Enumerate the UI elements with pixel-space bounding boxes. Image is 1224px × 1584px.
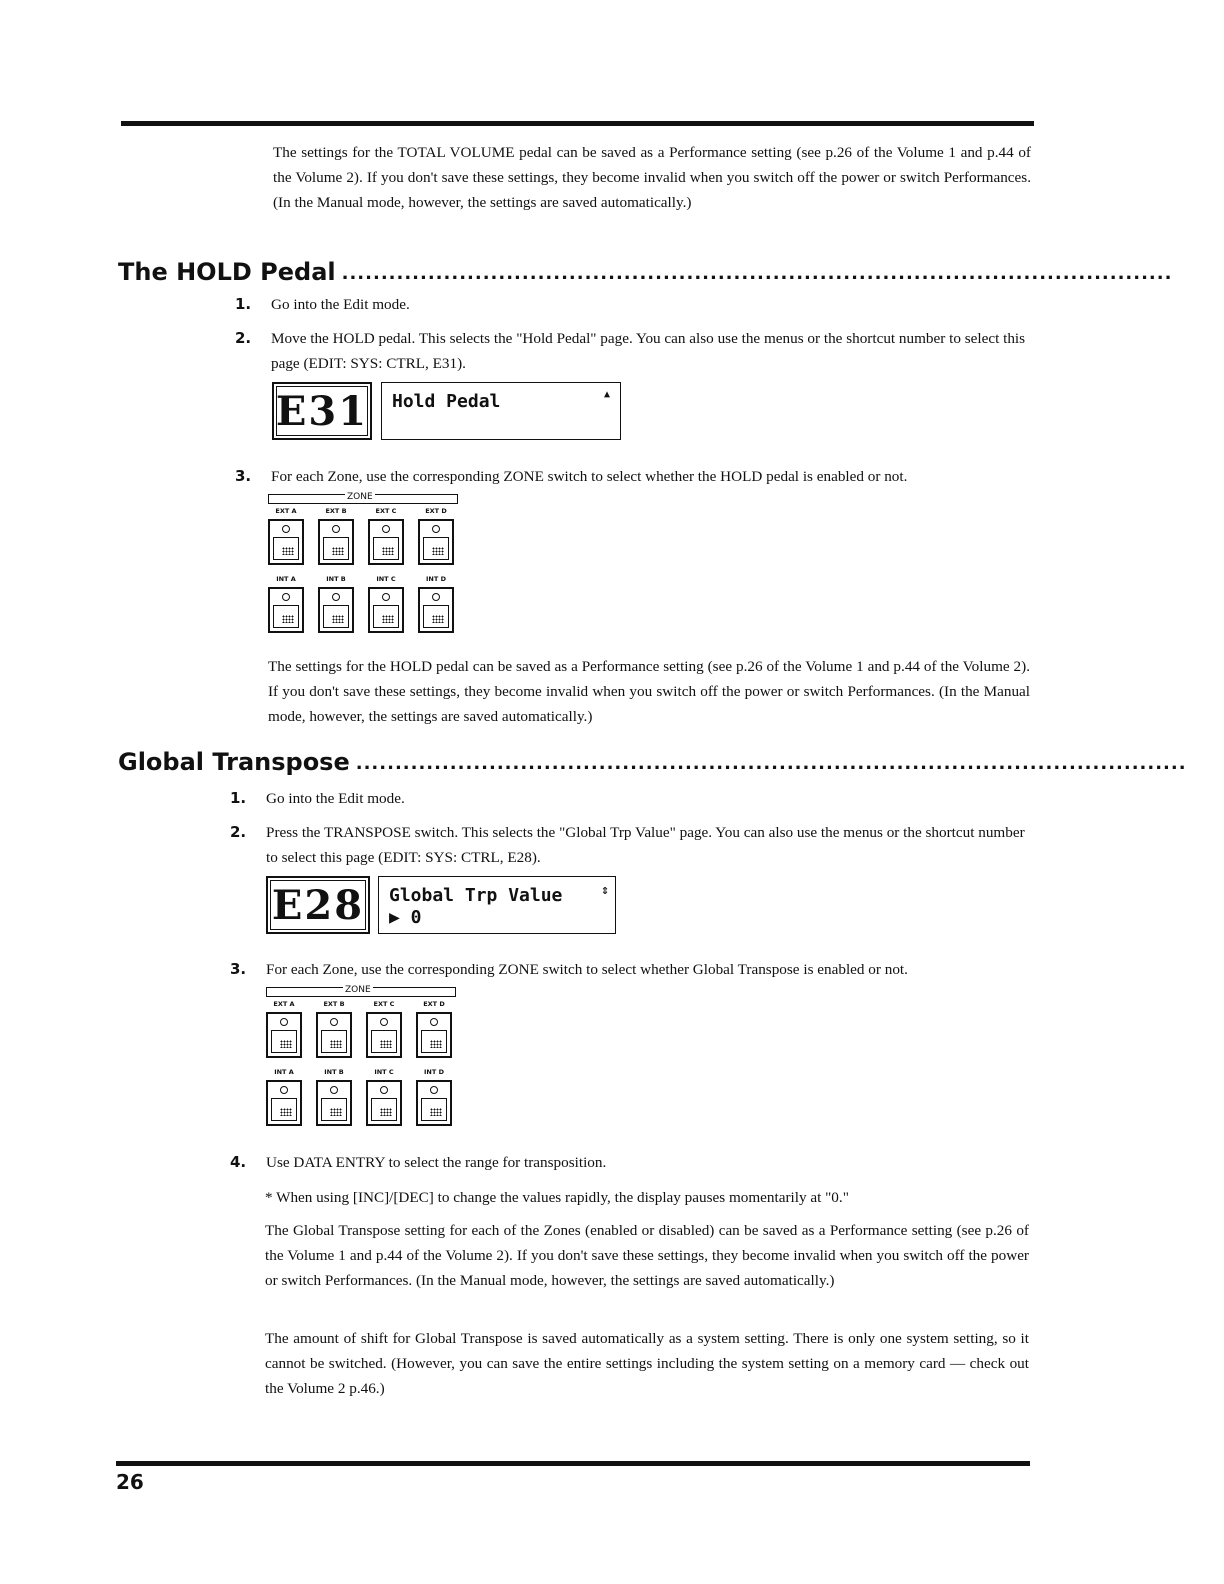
hold-step-1 — [235, 292, 1031, 317]
zone-int-b-switch[interactable] — [316, 1080, 352, 1126]
hold-zone-switches — [268, 494, 458, 635]
step-text: For each Zone, use the corresponding ZONE switch to select whether the HOLD pedal is enabled or not. — [271, 468, 908, 485]
zone-int-b-switch[interactable] — [318, 587, 354, 633]
ext-d-label: EXT D — [425, 507, 447, 515]
step-text: Go into the Edit mode. — [271, 296, 410, 313]
transpose-note-paragraph-2: The amount of shift for Global Transpose is saved automatically as a system setting. There is only one system setting, so it cannot be switched. (However, you can save the entire settings including the system setting on a memory card — check out the Volume 2 p.46.) — [265, 1330, 1029, 1397]
ext-b-label: EXT B — [325, 507, 347, 515]
zone-int-a-switch[interactable] — [266, 1080, 302, 1126]
transpose-step-3 — [230, 957, 1036, 982]
transpose-step-4 — [230, 1150, 1030, 1175]
zone-ext-c-switch[interactable] — [366, 1012, 402, 1058]
page-number: 26 — [116, 1470, 144, 1494]
hold-lcd-code: E31 — [272, 382, 372, 440]
lcd-line-1: Global Trp Value — [389, 885, 563, 906]
step-number: 1. — [230, 789, 247, 807]
transpose-lcd-display — [378, 876, 616, 934]
int-b-label: INT B — [324, 1068, 344, 1076]
led-indicator — [280, 1086, 288, 1094]
step-number: 1. — [235, 295, 252, 313]
step-text: Move the HOLD pedal. This selects the "Hold Pedal" page. You can also use the menus or the shortcut number to select this page (EDIT: SYS: CTRL, E31). — [271, 330, 1026, 372]
ext-d-label: EXT D — [423, 1000, 445, 1008]
led-indicator — [282, 593, 290, 601]
step-text: For each Zone, use the corresponding ZONE switch to select whether Global Transpose is enabled or not. — [266, 961, 908, 978]
int-b-label: INT B — [326, 575, 346, 583]
led-indicator — [430, 1086, 438, 1094]
ext-a-label: EXT A — [273, 1000, 295, 1008]
hold-step-3 — [235, 464, 1041, 489]
int-d-label: INT D — [426, 575, 446, 583]
zone-bracket — [266, 987, 456, 997]
step-number: 2. — [235, 329, 252, 347]
hold-lcd-display — [381, 382, 621, 440]
zone-ext-b-switch[interactable] — [316, 1012, 352, 1058]
transpose-step-2 — [230, 820, 1030, 870]
lcd-line-2: ▶ 0 — [389, 907, 422, 928]
transpose-step-1 — [230, 786, 1030, 811]
step-number: 2. — [230, 823, 247, 841]
led-indicator — [382, 525, 390, 533]
hold-pedal-title: The HOLD Pedal — [118, 258, 336, 286]
led-indicator — [432, 525, 440, 533]
global-transpose-title: Global Transpose — [118, 748, 350, 776]
zone-int-d-switch[interactable] — [418, 587, 454, 633]
step-text: Go into the Edit mode. — [266, 790, 405, 807]
led-indicator — [380, 1018, 388, 1026]
zone-int-c-switch[interactable] — [366, 1080, 402, 1126]
zone-ext-a-switch[interactable] — [268, 519, 304, 565]
led-indicator — [380, 1086, 388, 1094]
step-text: Press the TRANSPOSE switch. This selects the "Global Trp Value" page. You can also use the menus or the shortcut number to select this page (EDIT: SYS: CTRL, E28). — [266, 824, 1025, 866]
zone-label: ZONE — [345, 985, 371, 995]
led-indicator — [282, 525, 290, 533]
intro-paragraph: The settings for the TOTAL VOLUME pedal can be saved as a Performance setting (see p.26 of the Volume 1 and p.44 of the Volume 2). If you don't save these settings, they become invalid when you switch off the power or switch Performances. (In the Manual mode, however, the settings are saved automatically.) — [273, 144, 1031, 211]
zone-label: ZONE — [347, 492, 373, 502]
bottom-rule — [116, 1461, 1030, 1466]
led-indicator — [330, 1018, 338, 1026]
zone-ext-d-switch[interactable] — [418, 519, 454, 565]
step-text: Use DATA ENTRY to select the range for transposition. — [266, 1154, 607, 1171]
led-indicator — [332, 593, 340, 601]
int-a-label: INT A — [276, 575, 296, 583]
led-indicator — [430, 1018, 438, 1026]
hold-step-2 — [235, 326, 1031, 376]
ext-a-label: EXT A — [275, 507, 297, 515]
global-transpose-heading — [118, 742, 1187, 776]
int-c-label: INT C — [374, 1068, 394, 1076]
int-a-label: INT A — [274, 1068, 294, 1076]
transpose-zone-switches — [266, 987, 456, 1128]
zone-int-a-switch[interactable] — [268, 587, 304, 633]
hold-note-paragraph: The settings for the HOLD pedal can be saved as a Performance setting (see p.26 of the Volume 1 and p.44 of the Volume 2). If you don't save these settings, they become invalid when you switch off the power or switch Performances. (In the Manual mode, however, the settings are saved automatically.) — [268, 658, 1030, 725]
int-c-label: INT C — [376, 575, 396, 583]
zone-ext-a-switch[interactable] — [266, 1012, 302, 1058]
top-rule — [121, 121, 1034, 126]
zone-ext-d-switch[interactable] — [416, 1012, 452, 1058]
zone-int-d-switch[interactable] — [416, 1080, 452, 1126]
heading-leader-dots: .......................................................................................................... — [341, 263, 1173, 284]
ext-b-label: EXT B — [323, 1000, 345, 1008]
up-arrow-icon: ▲ — [603, 389, 610, 400]
ext-c-label: EXT C — [373, 1000, 395, 1008]
step-number: 3. — [230, 960, 247, 978]
led-indicator — [332, 525, 340, 533]
ext-c-label: EXT C — [375, 507, 397, 515]
up-down-arrow-icon: ⇕ — [601, 883, 609, 898]
hold-pedal-heading — [118, 252, 1173, 286]
zone-ext-b-switch[interactable] — [318, 519, 354, 565]
zone-bracket — [268, 494, 458, 504]
transpose-bullet-note: * When using [INC]/[DEC] to change the values rapidly, the display pauses momentarily at "0." — [265, 1189, 849, 1206]
int-d-label: INT D — [424, 1068, 444, 1076]
zone-ext-c-switch[interactable] — [368, 519, 404, 565]
lcd-line-1: Hold Pedal — [392, 391, 501, 412]
led-indicator — [432, 593, 440, 601]
step-number: 4. — [230, 1153, 247, 1171]
led-indicator — [330, 1086, 338, 1094]
led-indicator — [382, 593, 390, 601]
transpose-note-paragraph-1: The Global Transpose setting for each of the Zones (enabled or disabled) can be saved as a Performance setting (see p.26 of the Volume 1 and p.44 of the Volume 2). If you don't save these settings, they become invalid when you switch off the power or switch Performances. (In the Manual mode, however, the settings are saved automatically.) — [265, 1222, 1029, 1289]
heading-leader-dots: .......................................................................................................... — [355, 753, 1187, 774]
transpose-lcd-code: E28 — [266, 876, 370, 934]
step-number: 3. — [235, 467, 252, 485]
zone-int-c-switch[interactable] — [368, 587, 404, 633]
led-indicator — [280, 1018, 288, 1026]
